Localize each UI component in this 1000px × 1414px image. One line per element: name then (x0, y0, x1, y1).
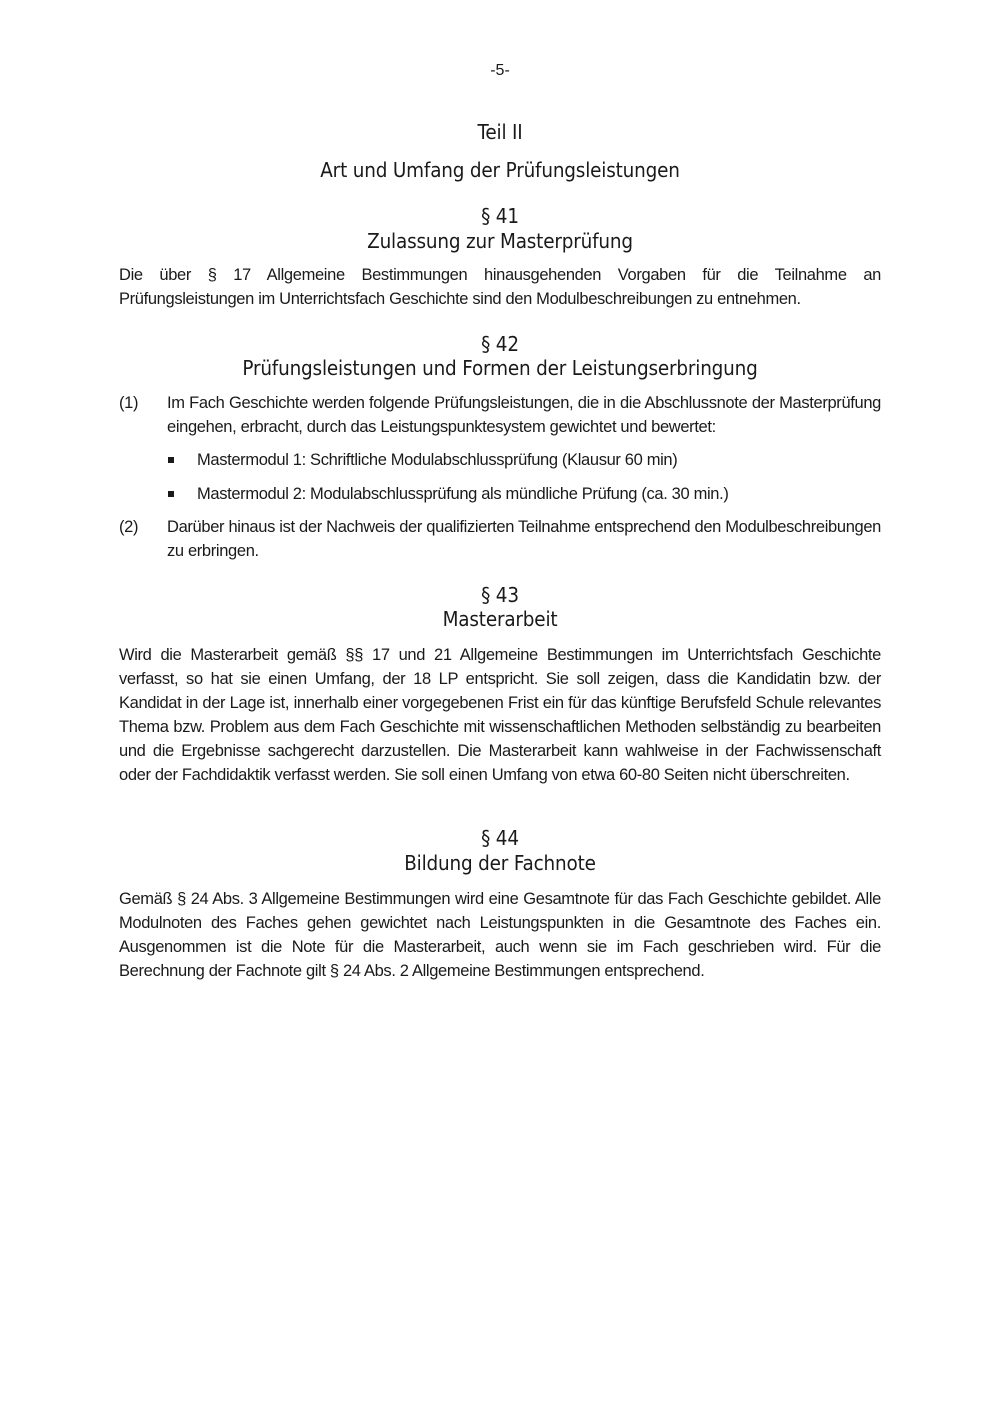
item-text: Im Fach Geschichte werden folgende Prüfungsleistungen, die in die Abschlussnote der Masterprüfung eingehen, erbracht, durch das Leistungspunktesystem gewichtet und bewertet: (167, 394, 881, 436)
section-43-number: § 43 (481, 583, 519, 607)
section-44-title: Bildung der Fachnote (404, 851, 596, 875)
section-42-item-1 (119, 391, 881, 439)
section-42-bullet-2 (168, 482, 881, 506)
bullet-square-icon (168, 457, 174, 463)
section-42-item-2 (119, 515, 881, 563)
part-subtitle: Art und Umfang der Prüfungsleistungen (320, 158, 680, 182)
bullet-text: Mastermodul 2: Modulabschlussprüfung als mündliche Prüfung (ca. 30 min.) (197, 485, 729, 503)
bullet-square-icon (168, 491, 174, 497)
section-42-number: § 42 (481, 332, 519, 356)
section-41-number: § 41 (481, 204, 519, 228)
section-43-title: Masterarbeit (442, 607, 558, 631)
section-42-bullet-1 (168, 448, 881, 472)
section-42-title: Prüfungsleistungen und Formen der Leistungserbringung (242, 356, 758, 380)
bullet-text: Mastermodul 1: Schriftliche Modulabschlussprüfung (Klausur 60 min) (197, 451, 678, 469)
item-number: (2) (119, 518, 139, 536)
section-44-paragraph: Gemäß § 24 Abs. 3 Allgemeine Bestimmungen wird eine Gesamtnote für das Fach Geschichte gebildet. Alle Modulnoten des Faches gehen gewichtet nach Leistungspunkten in die Gesamtnote des Faches ein. Ausgenommen ist die Note für die Masterarbeit, auch wenn sie im Fach geschrieben wird. Für die Berechnung der Fachnote gilt § 24 Abs. 2 Allgemeine Bestimmungen entsprechend. (119, 890, 881, 980)
section-43-paragraph: Wird die Masterarbeit gemäß §§ 17 und 21 Allgemeine Bestimmungen im Unterrichtsfach Geschichte verfasst, so hat sie einen Umfang, der 18 LP entspricht. Sie soll zeigen, dass die Kandidatin bzw. der Kandidat in der Lage ist, innerhalb einer vorgegebenen Frist ein für das künftige Berufsfeld Schule relevantes Thema bzw. Problem aus dem Fach Geschichte mit wissenschaftlichen Methoden selbständig zu bearbeiten und die Ergebnisse sachgerecht darzustellen. Die Masterarbeit kann wahlweise in der Fachwissenschaft oder der Fachdidaktik verfasst werden. Sie soll einen Umfang von etwa 60-80 Seiten nicht überschreiten. (119, 646, 881, 784)
section-41-paragraph: Die über § 17 Allgemeine Bestimmungen hinausgehenden Vorgaben für die Teilnahme an Prüfungsleistungen im Unterrichtsfach Geschichte sind den Modulbeschreibungen zu entnehmen. (119, 266, 881, 308)
section-41-title: Zulassung zur Masterprüfung (367, 229, 633, 253)
item-text: Darüber hinaus ist der Nachweis der qualifizierten Teilnahme entsprechend den Modulbeschreibungen zu erbringen. (167, 518, 881, 560)
item-number: (1) (119, 394, 139, 412)
section-44-number: § 44 (481, 826, 519, 850)
page-number: -5- (490, 62, 510, 79)
part-title: Teil II (477, 120, 523, 144)
